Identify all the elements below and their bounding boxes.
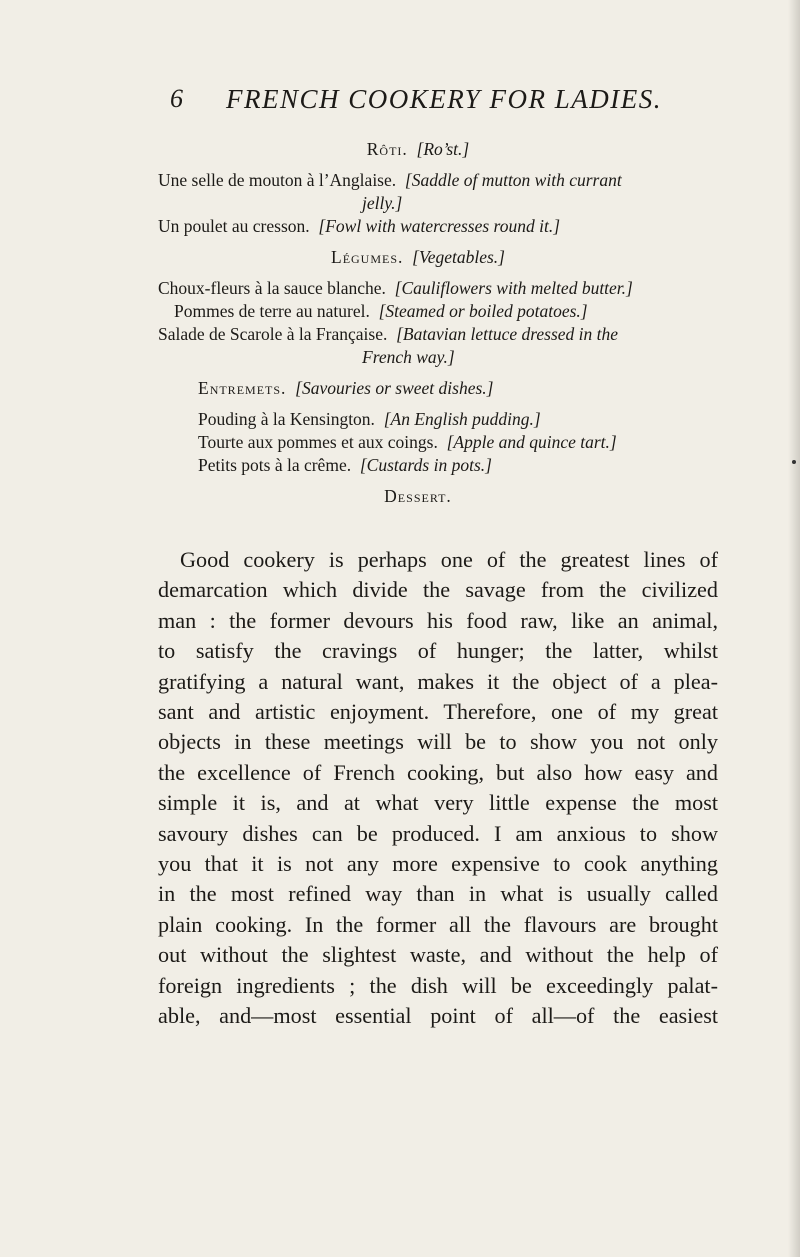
menu-section [158, 138, 718, 508]
text-line: savoury dishes can be produced. I am anxious to show [158, 820, 718, 846]
menu-item-fr: Pommes de terre au naturel. [174, 301, 370, 321]
menu-item-en: [Steamed or boiled potatoes.] [378, 301, 588, 321]
menu-item-continuation [158, 346, 718, 369]
menu-item-en-cont: jelly.] [362, 193, 403, 213]
text-line: foreign ingredients ; the dish will be exceedingly palat- [158, 972, 718, 998]
menu-item-en: [Batavian lettuce dressed in the [396, 324, 619, 344]
menu-item-en: [Saddle of mutton with currant [404, 170, 622, 190]
section-heading-dessert [158, 485, 718, 508]
section-title-en: [Savouries or sweet dishes.] [295, 378, 494, 398]
section-heading-legumes [158, 246, 718, 269]
menu-item [158, 408, 718, 431]
page-edge-shadow [788, 0, 800, 1257]
menu-item [158, 169, 718, 192]
text-line: sant and artistic enjoyment. Therefore, one of my great [158, 699, 718, 725]
menu-item-fr: Un poulet au cresson. [158, 216, 310, 236]
text-line: man : the former devours his food raw, like an animal, [158, 607, 718, 633]
menu-item [158, 431, 718, 454]
text-line: you that it is not any more expensive to cook anything [158, 851, 718, 877]
menu-item-en: [Apple and quince tart.] [446, 432, 617, 452]
text-line: demarcation which divide the savage from the civilized [158, 577, 718, 603]
text-line: plain cooking. In the former all the flavours are brought [158, 911, 718, 937]
menu-item-en: [Cauliflowers with melted butter.] [394, 278, 633, 298]
menu-item-fr: Choux-fleurs à la sauce blanche. [158, 278, 386, 298]
section-heading-roti [158, 138, 718, 161]
text-line: objects in these meetings will be to show you not only [158, 729, 718, 755]
text-line: in the most refined way than in what is usually called [158, 881, 718, 907]
menu-item-en: [Fowl with watercresses round it.] [318, 216, 560, 236]
page-header [0, 84, 800, 124]
menu-item-en-cont: French way.] [362, 347, 455, 367]
section-title-fr: Entremets. [198, 378, 287, 398]
text-line: gratifying a natural want, makes it the object of a plea- [158, 668, 718, 694]
section-heading-entremets [158, 377, 718, 400]
section-title-fr: Dessert. [384, 486, 452, 506]
section-title-fr: Légumes. [331, 247, 404, 267]
text-line: out without the slightest waste, and without the help of [158, 942, 718, 968]
menu-item [158, 277, 718, 300]
page-number: 6 [170, 84, 183, 113]
text-line: simple it is, and at what very little expense the most [158, 790, 718, 816]
text-line: to satisfy the cravings of hunger; the latter, whilst [158, 638, 718, 664]
body-text [158, 545, 718, 1032]
margin-mark [792, 460, 796, 464]
menu-item [158, 215, 718, 238]
menu-item-en: [Custards in pots.] [359, 455, 492, 475]
running-head: FRENCH COOKERY FOR LADIES. [226, 84, 662, 114]
menu-item-en: [An English pudding.] [383, 409, 541, 429]
menu-item-continuation [158, 192, 718, 215]
menu-item-fr: Pouding à la Kensington. [198, 409, 375, 429]
menu-item [158, 323, 718, 346]
section-title-fr: Rôti. [366, 139, 408, 159]
menu-item-fr: Petits pots à la crême. [198, 455, 352, 475]
menu-item-fr: Tourte aux pommes et aux coings. [198, 432, 438, 452]
section-title-en: [Ro’st.] [416, 139, 470, 159]
menu-item-fr: Salade de Scarole à la Française. [158, 324, 388, 344]
menu-item [158, 454, 718, 477]
menu-item-fr: Une selle de mouton à l’Anglaise. [158, 170, 397, 190]
menu-item [158, 300, 718, 323]
text-line: the excellence of French cooking, but also how easy and [158, 759, 718, 785]
section-title-en: [Vegetables.] [412, 247, 505, 267]
text-line: able, and—most essential point of all—of the easiest [158, 1003, 718, 1029]
text-line: Good cookery is perhaps one of the greatest lines of [180, 547, 718, 572]
